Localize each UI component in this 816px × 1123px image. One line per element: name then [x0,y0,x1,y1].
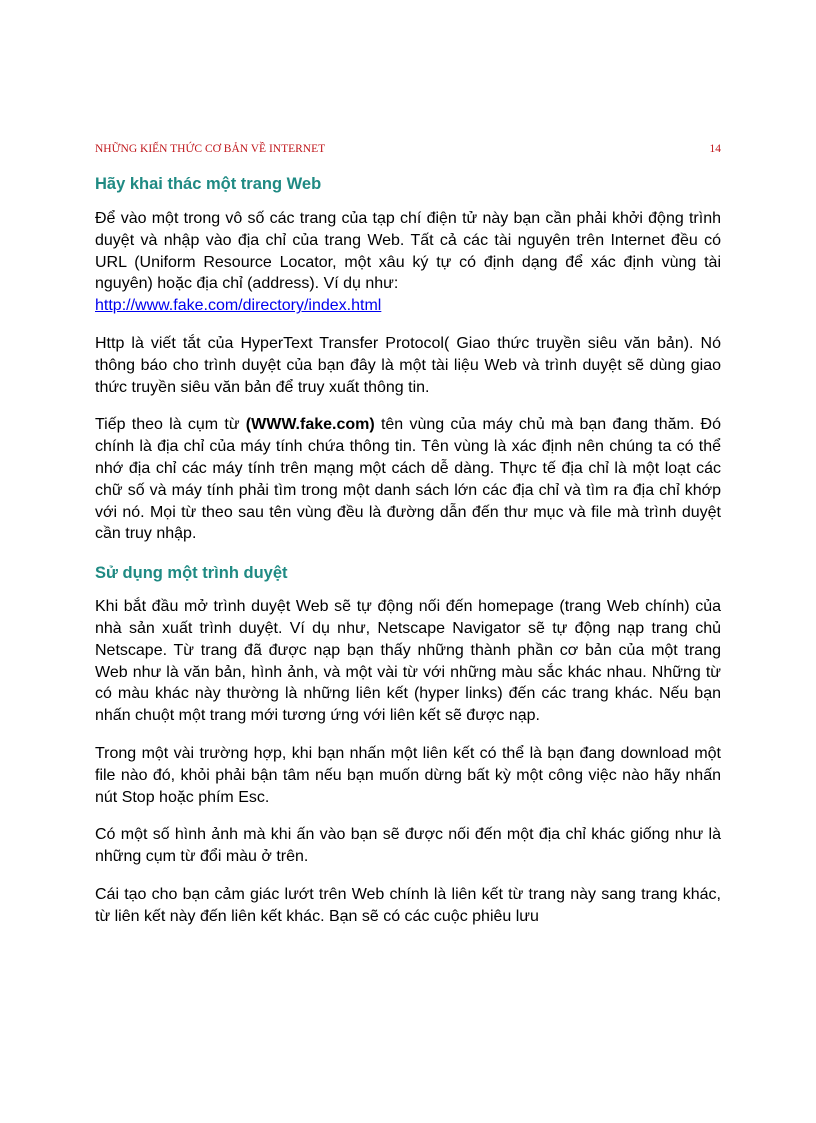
header-title: NHỮNG KIẾN THỨC CƠ BẢN VỀ INTERNET [95,143,326,155]
paragraph-url-intro [95,208,721,317]
paragraph-stop-download: Trong một vài trường hợp, khi bạn nhấn một liên kết có thể là bạn đang download một file nào đó, khỏi phải bận tâm nếu bạn muốn dừng bất kỳ một công việc nào hãy nhấn nút Stop hoặc phím Esc. [95,744,721,806]
paragraph-domain [95,414,721,545]
document-body [95,172,721,944]
domain-example-bold: (WWW.fake.com) [245,416,375,434]
paragraph-surfing: Cái tạo cho bạn cảm giác lướt trên Web chính là liên kết từ trang này sang trang khác, từ liên kết này đến liên kết khác. Bạn sẽ có các cuộc phiêu lưu [95,885,721,925]
section-heading-use-browser: Sử dụng một trình duyệt [95,564,288,583]
paragraph-homepage: Khi bắt đầu mở trình duyệt Web sẽ tự động nối đến homepage (trang Web chính) của nhà sản xuất trình duyệt. Ví dụ như, Netscape Navigator sẽ tự động nạp trang chủ Netscape. Từ trang đã được nạp bạn thấy những thành phần cơ bản của một trang Web như là văn bản, hình ảnh, và một vài từ với những màu sắc khác nhau. Những từ có màu khác này thường là những liên kết (hyper links) đến các trang khác. Nếu bạn nhấn chuột một trang mới tương ứng với liên kết sẽ được nạp. [95,598,721,725]
running-header [95,141,721,157]
section-heading-explore-web-page: Hãy khai thác một trang Web [95,175,322,193]
example-url-link[interactable]: http://www.fake.com/directory/index.html [95,297,382,315]
paragraph-domain-rest: tên vùng của máy chủ mà bạn đang thăm. Đó chính là địa chỉ của máy tính chứa thông tin. Tên vùng là xác định nên chúng ta có thể nhớ địa chỉ các máy tính trên mạng một cách dễ dàng. Thực tế địa chỉ là một loạt các chữ số và máy tính phải tìm trong một danh sách lớn các địa chỉ và tìm ra địa chỉ khớp với nó. Mọi từ theo sau tên vùng đều là đường dẫn đến thư mục và file mà trình duyệt cần truy nhập. [95,416,721,543]
paragraph-url-intro-text: Để vào một trong vô số các trang của tạp chí điện tử này bạn cần phải khởi động trình duyệt và nhập vào địa chỉ của trang Web. Tất cả các tài nguyên trên Internet đều có URL (Uniform Resource Locator, một xâu ký tự có định dạng để xác định vùng tài nguyên) hoặc địa chỉ (address). Ví dụ như: [95,210,721,293]
paragraph-http: Http là viết tắt của HyperText Transfer Protocol( Giao thức truyền siêu văn bản). Nó thông báo cho trình duyệt của bạn đây là một tài liệu Web và trình duyệt sẽ dùng giao thức truyền siêu văn bản để truy xuất thông tin. [95,334,721,396]
page-number: 14 [709,143,721,155]
paragraph-image-links: Có một số hình ảnh mà khi ấn vào bạn sẽ được nối đến một địa chỉ khác giống như là những cụm từ đổi màu ở trên. [95,826,721,866]
paragraph-domain-lead: Tiếp theo là cụm từ [95,416,246,434]
